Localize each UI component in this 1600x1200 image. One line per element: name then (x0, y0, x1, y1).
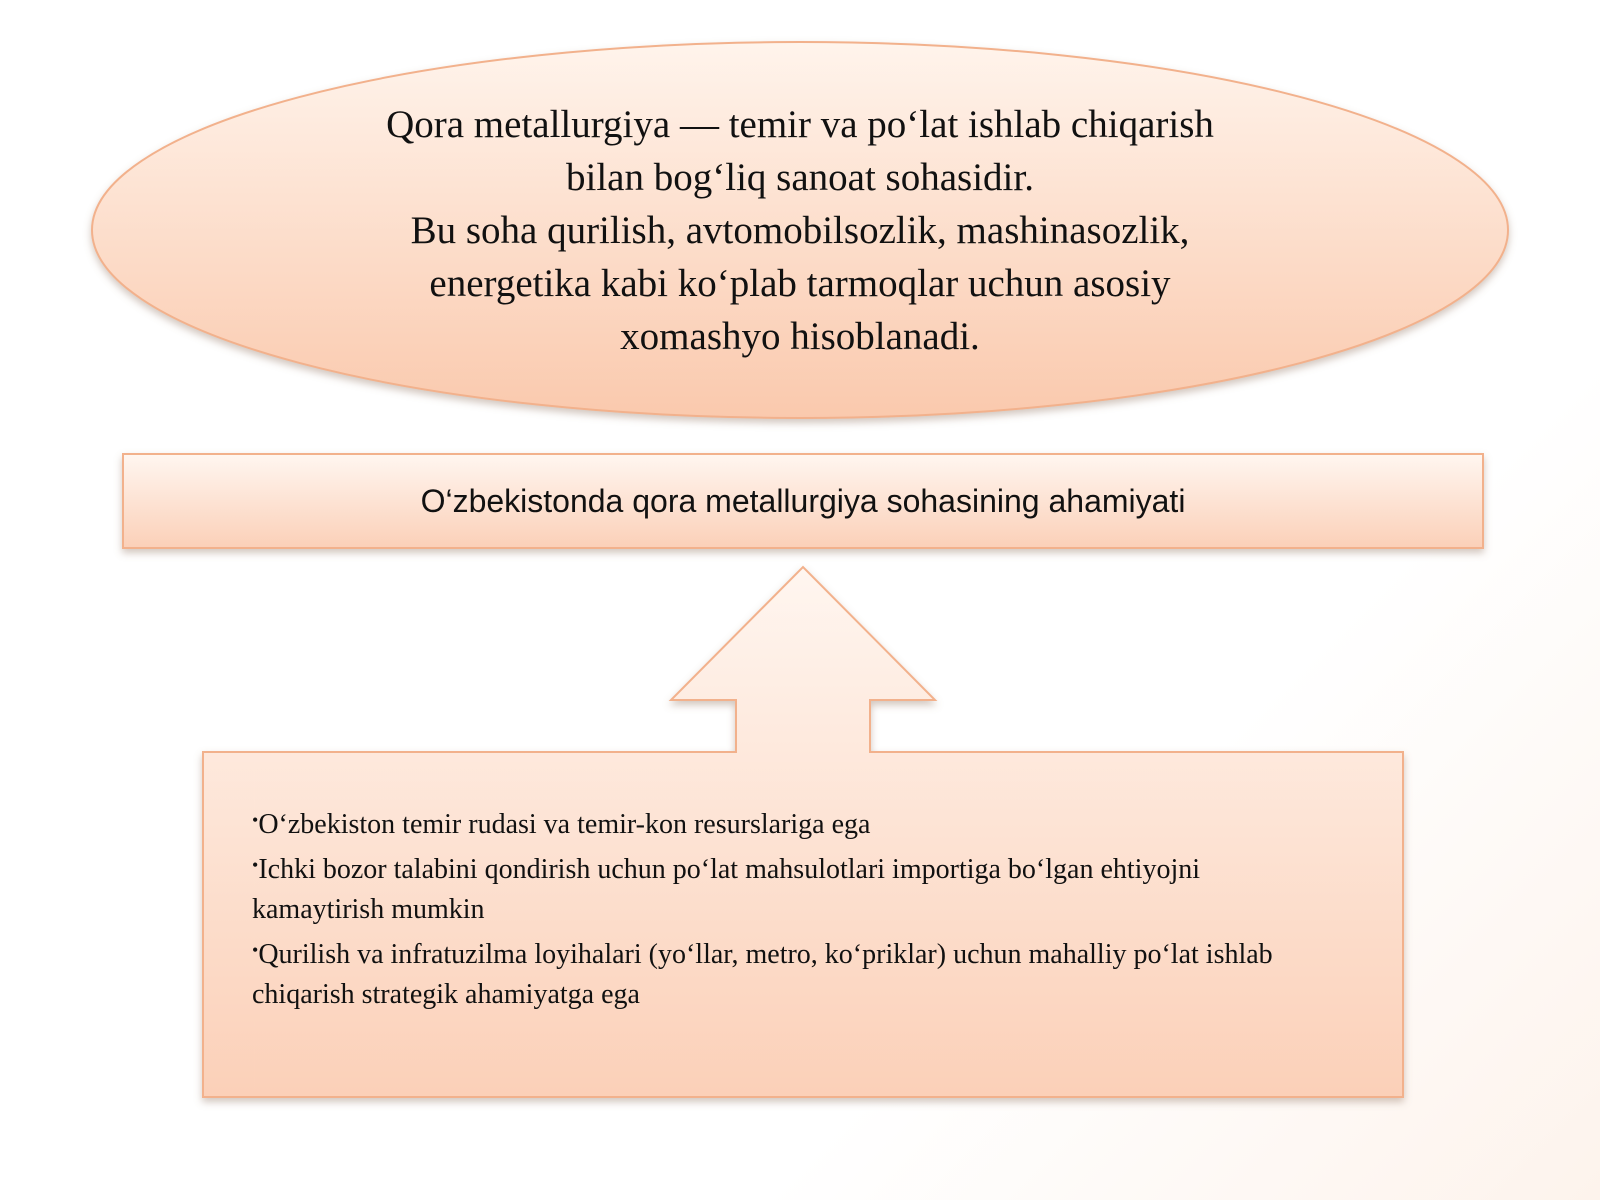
banner-title: O‘zbekistonda qora metallurgiya sohasining ahamiyati (420, 482, 1186, 519)
bullet-list (252, 800, 1332, 1015)
definition-text (300, 98, 1300, 363)
bullet-icon: • (252, 810, 259, 830)
bullet-icon: • (252, 855, 259, 875)
definition-line: energetika kabi ko‘plab tarmoqlar uchun asosiy (429, 262, 1171, 305)
definition-line: xomashyo hisoblanadi. (620, 315, 980, 358)
list-item (252, 930, 1332, 1015)
list-item-text: Ichki bozor talabini qondirish uchun po‘lat mahsulotlari importiga bo‘lgan ehtiyojni kamaytirish mumkin (252, 854, 1201, 925)
list-item (252, 800, 1332, 845)
list-item-text: Qurilish va infratuzilma loyihalari (yo‘llar, metro, ko‘priklar) uchun mahalliy po‘lat ishlab chiqarish strategik ahamiyatga ega (252, 939, 1273, 1010)
list-item (252, 845, 1332, 930)
definition-line: Qora metallurgiya — temir va po‘lat ishlab chiqarish (386, 103, 1214, 146)
definition-line: Bu soha qurilish, avtomobilsozlik, mashinasozlik, (410, 209, 1190, 252)
definition-line: bilan bog‘liq sanoat sohasidir. (566, 156, 1034, 199)
list-item-text: O‘zbekiston temir rudasi va temir-kon resurslariga ega (258, 809, 871, 840)
bullet-icon: • (252, 940, 259, 960)
